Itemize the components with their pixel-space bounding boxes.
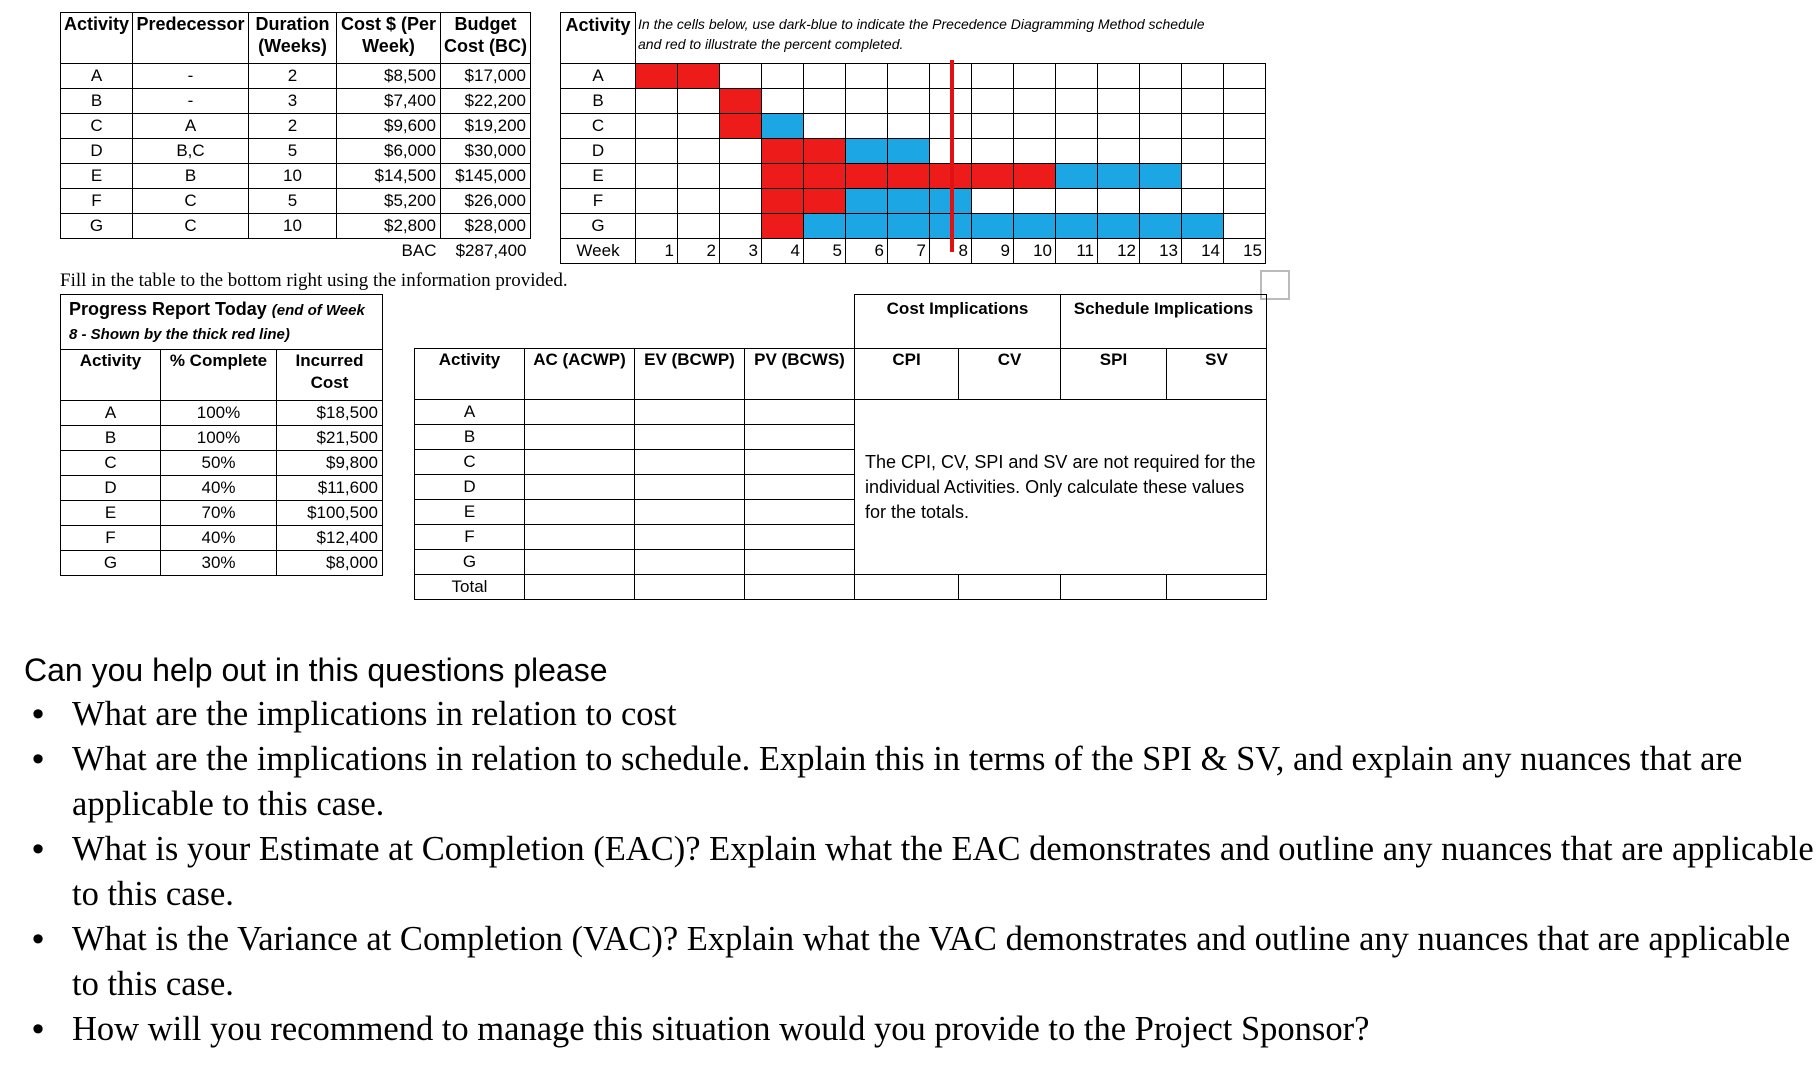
gantt-cell-week-10[interactable] xyxy=(1014,189,1056,214)
cell-incurred-cost: $100,500 xyxy=(277,501,383,526)
data-table-body xyxy=(61,64,531,239)
bullet-icon: • xyxy=(32,740,45,778)
gantt-row xyxy=(561,214,1266,239)
fill-instruction: Fill in the table to the bottom right using the information provided. xyxy=(60,270,568,291)
gantt-cell-week-6[interactable] xyxy=(846,214,888,239)
input-cell-pv[interactable] xyxy=(745,450,855,475)
gantt-cell-week-10[interactable] xyxy=(1014,214,1056,239)
gantt-cell-week-15[interactable] xyxy=(1224,89,1266,114)
input-cell-pv[interactable] xyxy=(745,550,855,575)
table-row xyxy=(61,64,531,89)
week-number: 10 xyxy=(1014,239,1056,264)
gantt-cell-week-15[interactable] xyxy=(1224,139,1266,164)
cell-incurred-cost: $9,800 xyxy=(277,451,383,476)
progress-title-note: (end of Week 8 - Shown by the thick red line) xyxy=(69,302,365,343)
gantt-cell-week-4[interactable] xyxy=(762,139,804,164)
input-cell-ev[interactable] xyxy=(635,550,745,575)
input-cell-ev[interactable] xyxy=(635,475,745,500)
input-cell-ac[interactable] xyxy=(525,400,635,425)
bac-label: BAC xyxy=(401,241,437,260)
cell-activity: B xyxy=(415,425,525,450)
question-text: What are the implications in relation to cost xyxy=(72,695,677,733)
gantt-cell-week-5[interactable] xyxy=(804,89,846,114)
analysis-header-spi: SPI xyxy=(1061,349,1167,400)
total-input-sv[interactable] xyxy=(1167,575,1267,600)
cell-cost-per-week: $9,600 xyxy=(337,114,441,139)
cell-budget-cost: $30,000 xyxy=(441,139,531,164)
question-text: What is the Variance at Completion (VAC)? Explain what the VAC demonstrates and outline any nuances that are applicable to this case. xyxy=(72,920,1791,1003)
gantt-cell-week-13[interactable] xyxy=(1140,64,1182,89)
cell-activity: A xyxy=(61,64,133,89)
gantt-cell-week-4[interactable] xyxy=(762,214,804,239)
questions-section xyxy=(24,648,1814,1052)
gantt-row xyxy=(561,189,1266,214)
gantt-cell-week-11[interactable] xyxy=(1056,114,1098,139)
bullet-icon: • xyxy=(32,830,45,868)
total-input-spi[interactable] xyxy=(1061,575,1167,600)
cell-activity: F xyxy=(415,525,525,550)
progress-body xyxy=(61,401,383,576)
gantt-week-label: Week xyxy=(561,239,636,264)
progress-report-table xyxy=(60,294,383,576)
gantt-cell-week-2[interactable] xyxy=(678,89,720,114)
col-header-budget-cost: Budget Cost (BC) xyxy=(441,13,531,64)
cell-percent-complete: 30% xyxy=(161,551,277,576)
gantt-cell-week-3[interactable] xyxy=(720,114,762,139)
questions-list xyxy=(24,692,1814,1052)
cell-duration: 2 xyxy=(249,114,337,139)
gantt-cell-week-12[interactable] xyxy=(1098,64,1140,89)
cell-activity: D xyxy=(415,475,525,500)
cell-activity: B xyxy=(61,89,133,114)
gantt-cell-week-11[interactable] xyxy=(1056,139,1098,164)
schedule-implications-header: Schedule Implications xyxy=(1061,295,1267,349)
week-number: 15 xyxy=(1224,239,1266,264)
gantt-activity-header: Activity xyxy=(561,13,636,64)
gantt-cell-week-12[interactable] xyxy=(1098,139,1140,164)
analysis-header-sv: SV xyxy=(1167,349,1267,400)
gantt-cell-week-9[interactable] xyxy=(972,139,1014,164)
week-number: 12 xyxy=(1098,239,1140,264)
gantt-row xyxy=(561,64,1266,89)
cell-incurred-cost: $8,000 xyxy=(277,551,383,576)
gantt-cell-week-2[interactable] xyxy=(678,64,720,89)
bac-value: $287,400 xyxy=(455,241,527,260)
gantt-activity: C xyxy=(561,114,636,139)
gantt-cell-week-5[interactable] xyxy=(804,64,846,89)
gantt-activity: F xyxy=(561,189,636,214)
gantt-cell-week-13[interactable] xyxy=(1140,214,1182,239)
gantt-cell-week-13[interactable] xyxy=(1140,139,1182,164)
gantt-cell-week-1[interactable] xyxy=(636,139,678,164)
gantt-activity: A xyxy=(561,64,636,89)
gantt-instruction: In the cells below, use dark-blue to indicate the Precedence Diagramming Method schedule and red to illustrate the percent completed. xyxy=(638,16,1205,52)
cell-budget-cost: $19,200 xyxy=(441,114,531,139)
gantt-cell-week-5[interactable] xyxy=(804,189,846,214)
input-cell-pv[interactable] xyxy=(745,475,855,500)
question-text: How will you recommend to manage this situation would you provide to the Project Sponsor? xyxy=(72,1010,1370,1048)
cell-cost-per-week: $6,000 xyxy=(337,139,441,164)
cell-duration: 5 xyxy=(249,139,337,164)
progress-header-incurred: Incurred Cost xyxy=(277,350,383,401)
input-cell-ac[interactable] xyxy=(525,525,635,550)
bullet-icon: • xyxy=(32,1010,45,1048)
input-cell-ev[interactable] xyxy=(635,400,745,425)
question-item xyxy=(24,737,1814,827)
input-cell-ev[interactable] xyxy=(635,425,745,450)
input-cell-ac[interactable] xyxy=(525,500,635,525)
gantt-cell-week-12[interactable] xyxy=(1098,114,1140,139)
gantt-cell-week-15[interactable] xyxy=(1224,114,1266,139)
gantt-cell-week-5[interactable] xyxy=(804,214,846,239)
cell-activity: C xyxy=(61,114,133,139)
week-number: 14 xyxy=(1182,239,1224,264)
progress-title xyxy=(61,295,383,350)
cell-budget-cost: $145,000 xyxy=(441,164,531,189)
cell-incurred-cost: $18,500 xyxy=(277,401,383,426)
cell-activity: E xyxy=(415,500,525,525)
gantt-cell-week-10[interactable] xyxy=(1014,64,1056,89)
cell-percent-complete: 40% xyxy=(161,476,277,501)
cell-incurred-cost: $21,500 xyxy=(277,426,383,451)
week-number: 13 xyxy=(1140,239,1182,264)
cell-duration: 10 xyxy=(249,164,337,189)
question-item xyxy=(24,827,1814,917)
input-cell-pv[interactable] xyxy=(745,525,855,550)
table-row xyxy=(61,401,383,426)
activity-data-table xyxy=(60,12,531,263)
col-header-duration: Duration (Weeks) xyxy=(249,13,337,64)
cell-activity: E xyxy=(61,501,161,526)
cell-budget-cost: $22,200 xyxy=(441,89,531,114)
input-cell-ev[interactable] xyxy=(635,525,745,550)
progress-header-activity: Activity xyxy=(61,350,161,401)
gantt-cell-week-7[interactable] xyxy=(888,189,930,214)
gantt-cell-week-4[interactable] xyxy=(762,89,804,114)
cost-implications-header: Cost Implications xyxy=(855,295,1061,349)
gantt-cell-week-11[interactable] xyxy=(1056,89,1098,114)
gantt-cell-week-7[interactable] xyxy=(888,164,930,189)
cell-duration: 2 xyxy=(249,64,337,89)
question-text: What are the implications in relation to schedule. Explain this in terms of the SPI & SV, and explain any nuances that are applicable to this case. xyxy=(72,740,1743,823)
analysis-header-activity: Activity xyxy=(415,349,525,400)
cell-predecessor: A xyxy=(133,114,249,139)
cell-activity: B xyxy=(61,426,161,451)
gantt-cell-week-4[interactable] xyxy=(762,64,804,89)
analysis-header-cpi: CPI xyxy=(855,349,959,400)
table-row xyxy=(61,551,383,576)
cell-activity: G xyxy=(61,551,161,576)
gantt-cell-week-10[interactable] xyxy=(1014,164,1056,189)
cell-activity: D xyxy=(61,476,161,501)
gantt-cell-week-9[interactable] xyxy=(972,89,1014,114)
total-input-ev[interactable] xyxy=(635,575,745,600)
gantt-cell-week-9[interactable] xyxy=(972,64,1014,89)
question-text: What is your Estimate at Completion (EAC)? Explain what the EAC demonstrates and outline any nuances that are applicable to this case. xyxy=(72,830,1814,913)
cell-cost-per-week: $5,200 xyxy=(337,189,441,214)
input-cell-ev[interactable] xyxy=(635,450,745,475)
gantt-cell-week-6[interactable] xyxy=(846,114,888,139)
table-row xyxy=(61,451,383,476)
gantt-cell-week-13[interactable] xyxy=(1140,164,1182,189)
table-row xyxy=(61,501,383,526)
gantt-cell-week-14[interactable] xyxy=(1182,64,1224,89)
cell-predecessor: C xyxy=(133,214,249,239)
gantt-cell-week-4[interactable] xyxy=(762,164,804,189)
gantt-activity: D xyxy=(561,139,636,164)
gantt-activity: B xyxy=(561,89,636,114)
gantt-cell-week-2[interactable] xyxy=(678,139,720,164)
table-row xyxy=(61,89,531,114)
input-cell-ac[interactable] xyxy=(525,425,635,450)
gantt-body xyxy=(561,64,1266,239)
gantt-cell-week-1[interactable] xyxy=(636,214,678,239)
table-row xyxy=(61,526,383,551)
table-row xyxy=(415,400,1267,425)
analysis-header-ev: EV (BCWP) xyxy=(635,349,745,400)
cell-percent-complete: 100% xyxy=(161,426,277,451)
cell-duration: 3 xyxy=(249,89,337,114)
gantt-cell-week-1[interactable] xyxy=(636,114,678,139)
gantt-cell-week-10[interactable] xyxy=(1014,139,1056,164)
col-header-cost-per-week: Cost $ (Per Week) xyxy=(337,13,441,64)
table-row xyxy=(61,164,531,189)
gantt-cell-week-10[interactable] xyxy=(1014,114,1056,139)
analysis-header-pv: PV (BCWS) xyxy=(745,349,855,400)
gantt-cell-week-3[interactable] xyxy=(720,214,762,239)
cell-duration: 10 xyxy=(249,214,337,239)
question-item xyxy=(24,1007,1814,1052)
cell-percent-complete: 100% xyxy=(161,401,277,426)
gantt-cell-week-15[interactable] xyxy=(1224,164,1266,189)
gantt-cell-week-6[interactable] xyxy=(846,139,888,164)
total-input-cv[interactable] xyxy=(959,575,1061,600)
gantt-row xyxy=(561,89,1266,114)
ev-analysis-table xyxy=(414,294,1267,600)
question-item xyxy=(24,917,1814,1007)
gantt-cell-week-6[interactable] xyxy=(846,89,888,114)
week-number: 4 xyxy=(762,239,804,264)
input-cell-ac[interactable] xyxy=(525,475,635,500)
gantt-cell-week-13[interactable] xyxy=(1140,189,1182,214)
gantt-cell-week-7[interactable] xyxy=(888,139,930,164)
gantt-cell-week-2[interactable] xyxy=(678,189,720,214)
total-input-ac[interactable] xyxy=(525,575,635,600)
cell-activity: C xyxy=(415,450,525,475)
cell-cost-per-week: $14,500 xyxy=(337,164,441,189)
gantt-cell-week-9[interactable] xyxy=(972,114,1014,139)
gantt-cell-week-11[interactable] xyxy=(1056,64,1098,89)
gantt-activity: E xyxy=(561,164,636,189)
total-input-pv[interactable] xyxy=(745,575,855,600)
total-input-cpi[interactable] xyxy=(855,575,959,600)
gantt-cell-week-6[interactable] xyxy=(846,189,888,214)
col-header-activity: Activity xyxy=(61,13,133,64)
table-row xyxy=(61,426,383,451)
input-cell-ac[interactable] xyxy=(525,550,635,575)
cell-activity: A xyxy=(61,401,161,426)
gantt-cell-week-1[interactable] xyxy=(636,189,678,214)
gantt-cell-week-5[interactable] xyxy=(804,114,846,139)
cell-predecessor: - xyxy=(133,89,249,114)
gantt-row xyxy=(561,114,1266,139)
bullet-icon: • xyxy=(32,920,45,958)
gantt-cell-week-12[interactable] xyxy=(1098,214,1140,239)
gantt-cell-week-5[interactable] xyxy=(804,164,846,189)
week-number: 7 xyxy=(888,239,930,264)
cell-cost-per-week: $7,400 xyxy=(337,89,441,114)
cell-budget-cost: $26,000 xyxy=(441,189,531,214)
gantt-cell-week-4[interactable] xyxy=(762,189,804,214)
cell-activity: G xyxy=(61,214,133,239)
cell-activity: F xyxy=(61,526,161,551)
gantt-cell-week-3[interactable] xyxy=(720,164,762,189)
week-number: 8 xyxy=(930,239,972,264)
gantt-cell-week-7[interactable] xyxy=(888,114,930,139)
gantt-cell-week-9[interactable] xyxy=(972,214,1014,239)
gantt-cell-week-12[interactable] xyxy=(1098,89,1140,114)
analysis-header-ac: AC (ACWP) xyxy=(525,349,635,400)
question-item xyxy=(24,692,1814,737)
cell-predecessor: C xyxy=(133,189,249,214)
gantt-cell-week-15[interactable] xyxy=(1224,64,1266,89)
week-number: 6 xyxy=(846,239,888,264)
gantt-cell-week-1[interactable] xyxy=(636,64,678,89)
gantt-cell-week-13[interactable] xyxy=(1140,89,1182,114)
week-number: 2 xyxy=(678,239,720,264)
cell-predecessor: B xyxy=(133,164,249,189)
cell-cost-per-week: $8,500 xyxy=(337,64,441,89)
cell-duration: 5 xyxy=(249,189,337,214)
gantt-cell-week-12[interactable] xyxy=(1098,189,1140,214)
week-number: 1 xyxy=(636,239,678,264)
gantt-cell-week-9[interactable] xyxy=(972,189,1014,214)
gantt-cell-week-6[interactable] xyxy=(846,64,888,89)
gantt-cell-week-14[interactable] xyxy=(1182,214,1224,239)
gantt-cell-week-11[interactable] xyxy=(1056,214,1098,239)
cell-budget-cost: $17,000 xyxy=(441,64,531,89)
cell-activity: A xyxy=(415,400,525,425)
cell-percent-complete: 50% xyxy=(161,451,277,476)
week-number: 5 xyxy=(804,239,846,264)
cell-budget-cost: $28,000 xyxy=(441,214,531,239)
progress-header-complete: % Complete xyxy=(161,350,277,401)
gantt-cell-week-11[interactable] xyxy=(1056,189,1098,214)
analysis-body xyxy=(415,400,1267,600)
table-row xyxy=(61,189,531,214)
questions-intro: Can you help out in this questions please xyxy=(24,652,608,688)
gantt-activity: G xyxy=(561,214,636,239)
cell-activity: E xyxy=(61,164,133,189)
cell-activity: D xyxy=(61,139,133,164)
gantt-cell-week-12[interactable] xyxy=(1098,164,1140,189)
cell-percent-complete: 70% xyxy=(161,501,277,526)
table-row xyxy=(61,114,531,139)
gantt-cell-week-14[interactable] xyxy=(1182,114,1224,139)
gantt-cell-week-15[interactable] xyxy=(1224,189,1266,214)
gantt-cell-week-3[interactable] xyxy=(720,189,762,214)
table-row xyxy=(61,139,531,164)
status-date-line xyxy=(950,60,954,252)
cell-predecessor: - xyxy=(133,64,249,89)
gantt-cell-week-3[interactable] xyxy=(720,64,762,89)
implications-note: The CPI, CV, SPI and SV are not required for the individual Activities. Only calculate these values for the totals. xyxy=(855,400,1267,575)
gantt-cell-week-5[interactable] xyxy=(804,139,846,164)
cell-predecessor: B,C xyxy=(133,139,249,164)
gantt-cell-week-2[interactable] xyxy=(678,214,720,239)
input-cell-ev[interactable] xyxy=(635,500,745,525)
gantt-cell-week-7[interactable] xyxy=(888,214,930,239)
gantt-week-row xyxy=(561,239,1266,264)
gantt-cell-week-1[interactable] xyxy=(636,164,678,189)
gantt-cell-week-3[interactable] xyxy=(720,89,762,114)
analysis-header-cv: CV xyxy=(959,349,1061,400)
cell-cost-per-week: $2,800 xyxy=(337,214,441,239)
gantt-cell-week-9[interactable] xyxy=(972,164,1014,189)
gantt-cell-week-2[interactable] xyxy=(678,164,720,189)
gantt-row xyxy=(561,164,1266,189)
total-row xyxy=(415,575,1267,600)
gantt-cell-week-14[interactable] xyxy=(1182,164,1224,189)
gantt-cell-week-3[interactable] xyxy=(720,139,762,164)
gantt-cell-week-13[interactable] xyxy=(1140,114,1182,139)
week-number: 9 xyxy=(972,239,1014,264)
cell-incurred-cost: $12,400 xyxy=(277,526,383,551)
total-label: Total xyxy=(415,575,525,600)
week-number: 3 xyxy=(720,239,762,264)
gantt-cell-week-14[interactable] xyxy=(1182,89,1224,114)
gantt-cell-week-14[interactable] xyxy=(1182,139,1224,164)
bullet-icon: • xyxy=(32,695,45,733)
gantt-cell-week-15[interactable] xyxy=(1224,214,1266,239)
table-row xyxy=(61,476,383,501)
cell-activity: C xyxy=(61,451,161,476)
gantt-cell-week-10[interactable] xyxy=(1014,89,1056,114)
week-number: 11 xyxy=(1056,239,1098,264)
gantt-cell-week-7[interactable] xyxy=(888,89,930,114)
input-cell-pv[interactable] xyxy=(745,500,855,525)
col-header-predecessor: Predecessor xyxy=(133,13,249,64)
gantt-cell-week-4[interactable] xyxy=(762,114,804,139)
gantt-cell-week-7[interactable] xyxy=(888,64,930,89)
cell-activity: F xyxy=(61,189,133,214)
input-cell-pv[interactable] xyxy=(745,425,855,450)
table-row xyxy=(61,214,531,239)
gantt-row xyxy=(561,139,1266,164)
cell-incurred-cost: $11,600 xyxy=(277,476,383,501)
cell-activity: G xyxy=(415,550,525,575)
gantt-cell-week-2[interactable] xyxy=(678,114,720,139)
input-cell-ac[interactable] xyxy=(525,450,635,475)
gantt-cell-week-11[interactable] xyxy=(1056,164,1098,189)
gantt-cell-week-6[interactable] xyxy=(846,164,888,189)
gantt-cell-week-1[interactable] xyxy=(636,89,678,114)
cell-percent-complete: 40% xyxy=(161,526,277,551)
input-cell-pv[interactable] xyxy=(745,400,855,425)
progress-title-main: Progress Report Today xyxy=(69,299,267,319)
gantt-cell-week-14[interactable] xyxy=(1182,189,1224,214)
